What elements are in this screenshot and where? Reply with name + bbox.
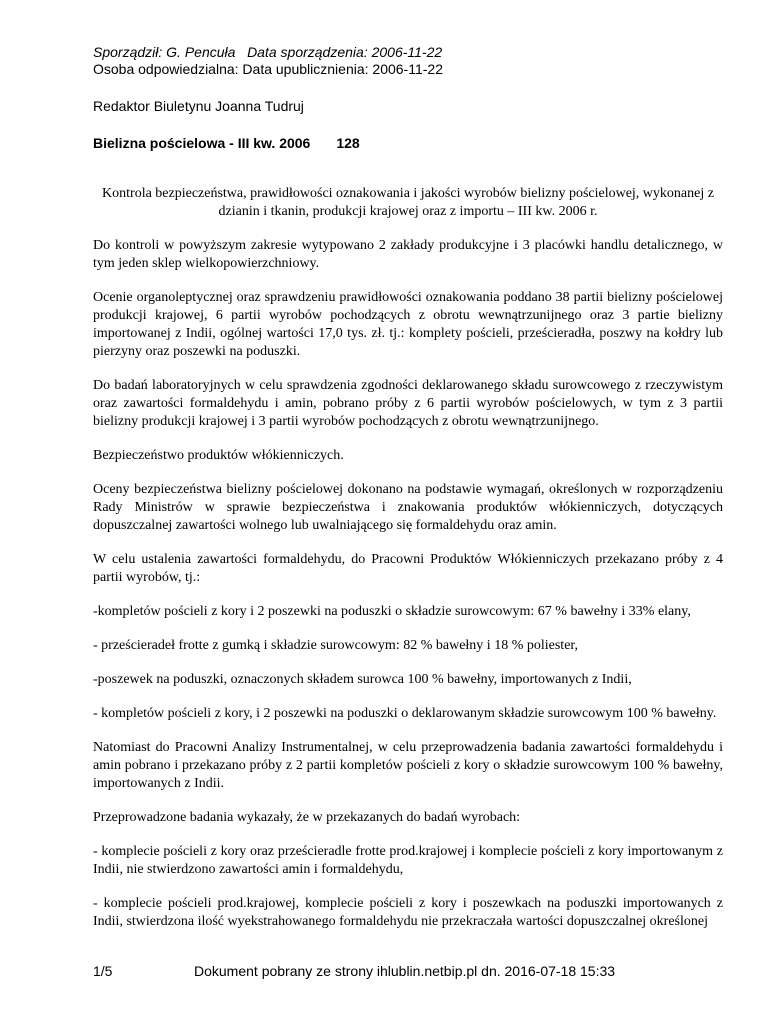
document-header	[93, 44, 443, 78]
list-item: - komplecie pościeli z kory oraz prześcieradle frotte prod.krajowej i komplecie pościeli z kory importowanym z Indii, nie stwierdzono zawartości amin i formaldehydu,	[93, 844, 723, 877]
paragraph: Do badań laboratoryjnych w celu sprawdzenia zgodności deklarowanego składu surowcowego z rzeczywistym oraz zawartości formaldehydu i amin, pobrano próby z 6 partii wyrobów pościelowych, w tym z 3 partii bielizny produkcji krajowej i 3 partii wyrobów pochodzących z obrotu wewnątrzunijnego.	[93, 378, 723, 429]
source-note: Dokument pobrany ze strony ihlublin.netbip.pl dn. 2016-07-18 15:33	[194, 963, 616, 979]
title-number: 128	[336, 135, 360, 151]
paragraph: Natomiast do Pracowni Analizy Instrumentalnej, w celu przeprowadzenia badania zawartości formaldehydu i amin pobrano i przekazano próby z 2 partii kompletów pościeli z kory o składzie surowcowym 100 % bawełny, importowanych z Indii.	[93, 740, 723, 791]
section-heading: Bezpieczeństwo produktów włókienniczych.	[93, 448, 344, 463]
page-number: 1/5	[93, 963, 113, 979]
paragraph: Oceny bezpieczeństwa bielizny pościelowej dokonano na podstawie wymagań, określonych w rozporządzeniu Rady Ministrów w sprawie bezpieczeństwa i znakowania produktów włókienniczych, dotyczących dopuszczalnej zawartości wolnego lub uwalniającego się formaldehydu oraz amin.	[93, 482, 723, 533]
list-item: - kompletów pościeli z kory, i 2 poszewki na poduszki o deklarowanym składzie surowcowym 100 % bawełny.	[93, 706, 717, 721]
document-title	[93, 135, 360, 151]
title-text: Bielizna pościelowa - III kw. 2006	[93, 135, 311, 151]
prepared-by-line: Sporządził: G. Pencuła Data sporządzenia: 2006-11-22	[93, 44, 443, 60]
paragraph: Przeprowadzone badania wykazały, że w przekazanych do badań wyrobach:	[93, 810, 521, 825]
publication-line: Osoba odpowiedzialna: Data upublicznienia: 2006-11-22	[93, 61, 443, 77]
paragraph: W celu ustalenia zawartości formaldehydu, do Pracowni Produktów Włókienniczych przekazano próby z 4 partii wyrobów, tj.:	[93, 552, 723, 585]
list-item: - komplecie pościeli prod.krajowej, komplecie pościeli z kory i poszewkach na poduszki importowanych z Indii, stwierdzona ilość wyekstrahowanego formaldehydu nie przekraczała wartości dopuszczalnej określonej	[93, 896, 723, 929]
list-item: -poszewek na poduszki, oznaczonych składem surowca 100 % bawełny, importowanych z Indii,	[93, 672, 632, 687]
paragraph-intro: Kontrola bezpieczeństwa, prawidłowości oznakowania i jakości wyrobów bielizny pościelowej, wykonanej z dzianin i tkanin, produkcji krajowej oraz z importu – III kw. 2006 r.	[102, 186, 714, 219]
document-body	[93, 185, 723, 947]
list-item: -kompletów pościeli z kory i 2 poszewki na poduszki o składzie surowcowym: 67 % bawełny i 33% elany,	[93, 604, 691, 619]
paragraph: Ocenie organoleptycznej oraz sprawdzeniu prawidłowości oznakowania poddano 38 partii bielizny pościelowej produkcji krajowej, 6 partii wyrobów pochodzących z obrotu wewnątrzunijnego oraz 3 partie bielizny importowanej z Indii, ogólnej wartości 17,0 tys. zł. tj.: komplety pościeli, prześcieradła, poszwy na kołdry lub pierzyny oraz poszewki na poduszki.	[93, 290, 723, 359]
editor-line: Redaktor Biuletynu Joanna Tudruj	[93, 98, 304, 114]
list-item: - prześcieradeł frotte z gumką i składzie surowcowym: 82 % bawełny i 18 % poliester,	[93, 638, 579, 653]
paragraph: Do kontroli w powyższym zakresie wytypowano 2 zakłady produkcyjne i 3 placówki handlu detalicznego, w tym jeden sklep wielkopowierzchniowy.	[93, 238, 723, 271]
